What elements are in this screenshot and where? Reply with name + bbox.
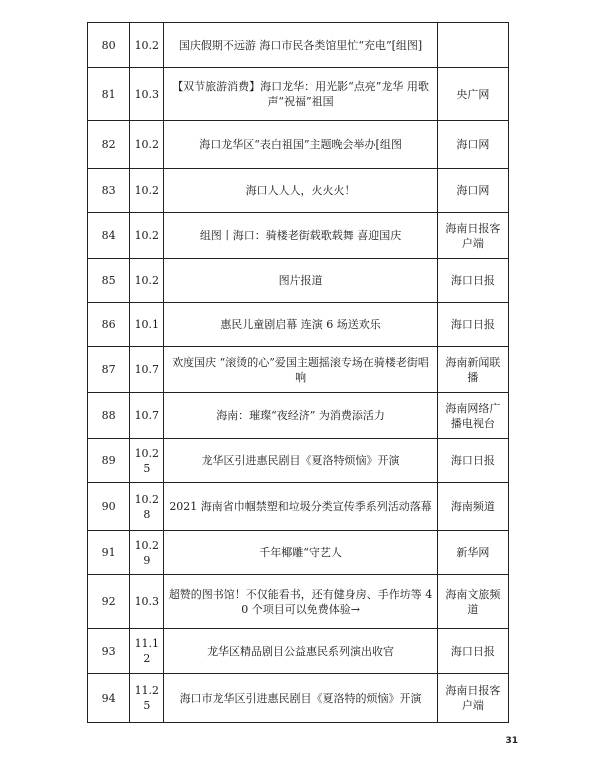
row-title: 惠民儿童剧启幕 连演 6 场送欢乐 (164, 303, 437, 347)
table-row (88, 169, 509, 213)
row-source: 海口日报 (437, 303, 508, 347)
row-title: 超赞的图书馆！不仅能看书，还有健身房、手作坊等 40 个项目可以免费体验→ (164, 575, 437, 629)
table-row (88, 121, 509, 169)
table-row (88, 213, 509, 259)
row-title: 2021 海南省巾帼禁塑和垃圾分类宣传季系列活动落幕 (164, 483, 437, 531)
row-number: 85 (88, 259, 130, 303)
row-number: 82 (88, 121, 130, 169)
row-title: 龙华区引进惠民剧目《夏洛特烦恼》开演 (164, 439, 437, 483)
row-date: 10.28 (130, 483, 164, 531)
row-source: 海口网 (437, 169, 508, 213)
row-number: 94 (88, 674, 130, 723)
row-source: 海南文旅频道 (437, 575, 508, 629)
row-number: 81 (88, 68, 130, 121)
row-date: 10.2 (130, 23, 164, 68)
row-title: 欢度国庆 “滚烫的心”爱国主题摇滚专场在骑楼老街唱响 (164, 347, 437, 393)
row-date: 10.25 (130, 439, 164, 483)
row-date: 10.2 (130, 169, 164, 213)
table-row (88, 674, 509, 723)
row-source: 新华网 (437, 531, 508, 575)
row-number: 86 (88, 303, 130, 347)
table-row (88, 303, 509, 347)
news-report-table (87, 22, 509, 723)
row-number: 91 (88, 531, 130, 575)
table-row (88, 68, 509, 121)
row-number: 92 (88, 575, 130, 629)
row-number: 90 (88, 483, 130, 531)
table-row (88, 259, 509, 303)
row-title: 海口龙华区“表白祖国”主题晚会举办[组图 (164, 121, 437, 169)
table-row (88, 483, 509, 531)
row-number: 80 (88, 23, 130, 68)
row-date: 11.12 (130, 629, 164, 674)
row-date: 10.7 (130, 347, 164, 393)
row-source: 海南日报客户端 (437, 674, 508, 723)
row-title: 龙华区精品剧目公益惠民系列演出收官 (164, 629, 437, 674)
row-source: 海南新闻联播 (437, 347, 508, 393)
table-row (88, 575, 509, 629)
table-row (88, 393, 509, 439)
row-title: 组图丨海口：骑楼老街载歌载舞 喜迎国庆 (164, 213, 437, 259)
row-date: 10.3 (130, 68, 164, 121)
row-date: 10.7 (130, 393, 164, 439)
row-number: 93 (88, 629, 130, 674)
row-source (437, 23, 508, 68)
row-source: 海口日报 (437, 439, 508, 483)
row-title: 【双节旅游消费】海口龙华：用光影“点亮”龙华 用歌声“祝福”祖国 (164, 68, 437, 121)
row-source: 海南频道 (437, 483, 508, 531)
page-number: 31 (505, 736, 518, 746)
row-source: 海口日报 (437, 629, 508, 674)
row-date: 10.1 (130, 303, 164, 347)
row-title: 海南：璀璨“夜经济” 为消费添活力 (164, 393, 437, 439)
row-number: 89 (88, 439, 130, 483)
row-title: 海口人人人，火火火！ (164, 169, 437, 213)
row-source: 海口网 (437, 121, 508, 169)
row-date: 10.2 (130, 259, 164, 303)
row-number: 88 (88, 393, 130, 439)
row-number: 87 (88, 347, 130, 393)
table-row (88, 531, 509, 575)
table-row (88, 347, 509, 393)
row-title: 海口市龙华区引进惠民剧目《夏洛特的烦恼》开演 (164, 674, 437, 723)
row-date: 10.3 (130, 575, 164, 629)
table-row (88, 629, 509, 674)
row-source: 海口日报 (437, 259, 508, 303)
row-source: 海南日报客户端 (437, 213, 508, 259)
row-date: 10.2 (130, 213, 164, 259)
row-source: 海南网络广播电视台 (437, 393, 508, 439)
row-source: 央广网 (437, 68, 508, 121)
row-number: 84 (88, 213, 130, 259)
row-number: 83 (88, 169, 130, 213)
row-date: 11.25 (130, 674, 164, 723)
row-title: 国庆假期不远游 海口市民各类馆里忙“充电”[组图] (164, 23, 437, 68)
row-title: 图片报道 (164, 259, 437, 303)
row-date: 10.2 (130, 121, 164, 169)
row-title: 千年椰雕“守艺人 (164, 531, 437, 575)
row-date: 10.29 (130, 531, 164, 575)
table-row (88, 439, 509, 483)
table-row (88, 23, 509, 68)
